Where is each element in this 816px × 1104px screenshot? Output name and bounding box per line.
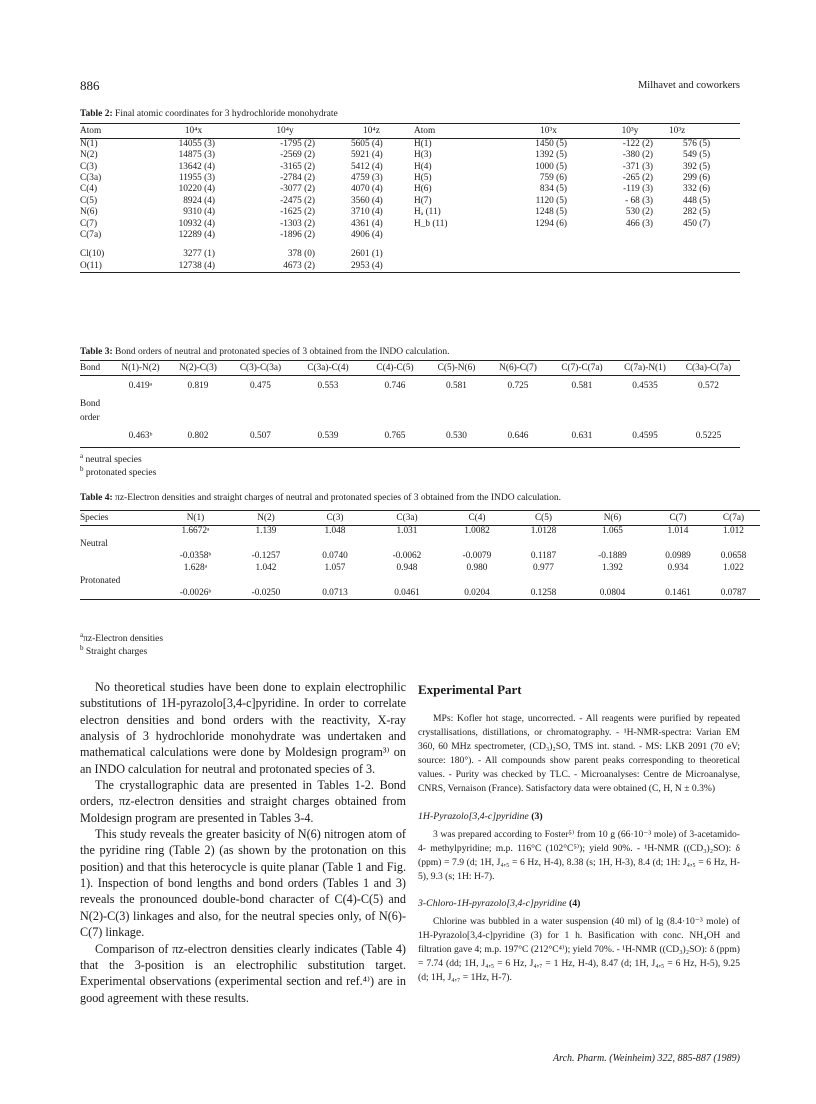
- table-cell: 0.934: [667, 562, 689, 573]
- table3-column-header: N(6)-C(7): [485, 361, 551, 376]
- table-cell: 10220 (4): [178, 184, 215, 195]
- table-cell: [80, 526, 158, 538]
- table4-footnote-b-text: Straight charges: [85, 647, 148, 658]
- table-cell: 448 (5): [683, 195, 711, 206]
- table2: [80, 123, 740, 273]
- table-cell: 1.042: [255, 562, 277, 573]
- table-cell: 0.1187: [530, 551, 557, 562]
- table-row: [80, 376, 740, 398]
- table-cell: C(3a): [80, 172, 102, 183]
- table-cell: 0.1258: [511, 588, 576, 600]
- compound4-text: Chlorine was bubbled in a water suspension (40 ml) of lg (8.4·10⁻³ mole) of 1H-Pyrazolo[3,4-c]pyridine (3) for 1 h. Basification with conc. NH₄OH and filtration gave 4; m.p. 197°C (212°C⁴⁾); yield 70%. - ¹H-NMR ((CD₃)₂SO): δ (ppm) = 7.74 (dd; 1H, J₄,₅ = 6 Hz, J₄,₇ = 1 Hz, H-4), 8.47 (d; 1H, J₄,₅ = 6 Hz, H-5), 9.25 (d; 1H, J₄,₇ = 1Hz, H-7).: [418, 915, 740, 984]
- table-cell: [591, 230, 669, 241]
- table-cell: 1.392: [602, 562, 623, 573]
- table2-column-header: 10³z: [669, 124, 740, 139]
- table-cell: 0.581: [446, 381, 467, 392]
- table4-column-header: C(7): [649, 511, 707, 526]
- table3-footnote-a-text: neutral species: [85, 455, 142, 466]
- table4-footnote-a: $^a$πz-Electron densities: [80, 631, 164, 645]
- table-cell: 0.419ᵃ: [128, 381, 153, 392]
- table-cell: 0.725: [507, 381, 529, 392]
- table-cell: 0.980: [466, 562, 488, 573]
- table-cell: 392 (5): [683, 161, 711, 172]
- table2-column-header: Atom: [414, 124, 506, 139]
- table-cell: 9310 (4): [183, 207, 215, 218]
- table3-footnote-b: $^b$ protonated species: [80, 465, 157, 479]
- table3-footnote-b-text: protonated species: [85, 468, 157, 479]
- row-label: Neutral: [80, 538, 108, 549]
- table-row: [80, 161, 740, 172]
- table-row: [80, 426, 740, 448]
- table-cell: 11955 (3): [178, 172, 215, 183]
- table-cell: [506, 230, 591, 241]
- row-label: order: [80, 413, 100, 423]
- table-cell: 2601 (1): [351, 249, 383, 260]
- table-cell: 5921 (4): [351, 150, 383, 161]
- table4: [80, 510, 760, 600]
- table3-label: Table 3:: [80, 347, 113, 357]
- table-cell: 1248 (5): [535, 207, 567, 218]
- table-cell: 1000 (5): [535, 161, 567, 172]
- table-cell: 0.646: [485, 426, 551, 448]
- table-cell: 2953 (4): [329, 261, 414, 273]
- table-cell: 0.475: [250, 381, 271, 392]
- table-cell: 466 (3): [625, 218, 653, 229]
- table3-column-header: C(7)-C(7a): [551, 361, 613, 376]
- table-cell: N(6): [80, 207, 98, 218]
- table-cell: 0.507: [227, 426, 294, 448]
- table4-column-header: C(3): [299, 511, 371, 526]
- table-cell: [80, 551, 158, 563]
- experimental-title: Experimental Part: [418, 682, 522, 697]
- table-row: [80, 398, 740, 412]
- table-row: [80, 588, 760, 600]
- compound3-title: 1H-Pyrazolo[3,4-c]pyridine: [418, 810, 529, 822]
- table3-caption-text: Bond orders of neutral and protonated species of 3 obtained from the INDO calculation.: [115, 347, 450, 357]
- table-cell: -2784 (2): [280, 172, 315, 183]
- table-cell: -122 (2): [622, 139, 653, 149]
- table-cell: C(7): [80, 218, 98, 229]
- table-cell: [80, 563, 158, 575]
- compound4-title: 3-Chloro-1H-pyrazolo[3,4-c]pyridine: [418, 897, 567, 909]
- table-cell: 1.0082: [464, 526, 490, 536]
- table-cell: 0.463ᵇ: [112, 426, 169, 448]
- table-cell: -1625 (2): [280, 207, 315, 218]
- table-cell: 10932 (4): [178, 218, 215, 229]
- table-cell: [669, 230, 740, 241]
- table3-column-header: C(4)-C(5): [362, 361, 428, 376]
- table-cell: 13642 (4): [178, 161, 215, 172]
- table4-label: Table 4:: [80, 493, 113, 503]
- body-paragraph-4: Comparison of πz-electron densities clearly indicates (Table 4) that the 3-position is an electrophilic substitution target. Experimental observations (experimental section and ref.⁴⁾) are in good agreement with these results.: [80, 941, 406, 1005]
- table-cell: -0.1889: [598, 551, 627, 562]
- table-row: [80, 150, 740, 161]
- table-cell: 759 (6): [539, 172, 567, 183]
- table-cell: -0.0079: [462, 551, 492, 562]
- table-cell: C(3): [80, 161, 98, 172]
- table-cell: 4361 (4): [351, 218, 383, 229]
- page-number: 886: [80, 78, 100, 93]
- table-cell: [80, 588, 158, 600]
- table4-header-row: [80, 511, 760, 526]
- table-cell: 282 (5): [683, 207, 711, 218]
- table4-footnote-b: $^b$ Straight charges: [80, 644, 148, 658]
- table-cell: Hₐ (11): [414, 207, 441, 218]
- table-cell: 576 (5): [683, 139, 711, 149]
- table-row: [80, 184, 740, 195]
- table-cell: [669, 261, 740, 273]
- table-cell: 1.628ᵃ: [183, 562, 208, 573]
- compound3-text: 3 was prepared according to Foster⁵⁾ from 10 g (66·10⁻³ mole) of 3-acetamido-4- methylpyridine; m.p. 116°C (102°C⁵⁾); yield 90%. - ¹H-NMR ((CD₃)₂SO): δ (ppm) = 7.9 (d; 1H, J₄,₅ = 6 Hz, H-4), 8.38 (s; 1H, H-3), 8.4 (d; 1H: J₄,₅ = 6 Hz, H-5), 9.3 (s; 1H: H-7).: [418, 828, 740, 882]
- table-cell: 530 (2): [625, 207, 653, 218]
- table-cell: 5412 (4): [351, 161, 383, 172]
- table-cell: 1.048: [324, 526, 346, 536]
- table-row: [80, 196, 740, 207]
- table2-caption: [80, 109, 338, 119]
- table-cell: -3165 (2): [280, 161, 315, 172]
- table4-caption-text: πz-Electron densities and straight charges of neutral and protonated species of 3 obtained from the INDO calculation.: [115, 493, 561, 503]
- table2-column-header: 10³x: [506, 124, 591, 139]
- table3-column-header: C(3a)-C(7a): [677, 361, 740, 376]
- table-cell: -0.0062: [392, 551, 422, 562]
- table3-column-header: C(5)-N(6): [428, 361, 485, 376]
- compound3-heading: [418, 811, 740, 822]
- table-cell: -1896 (2): [280, 229, 315, 240]
- table-row: [80, 207, 740, 218]
- table-cell: -0.0358ᵇ: [179, 551, 212, 562]
- table-cell: H(6): [414, 184, 432, 195]
- table-cell: [414, 230, 506, 241]
- table-cell: 0.819: [187, 381, 209, 392]
- table-row: [80, 139, 740, 151]
- table-cell: 4759 (3): [351, 172, 383, 183]
- table-row: [80, 526, 760, 538]
- table-row: [80, 173, 740, 184]
- body-paragraph-2: The crystallographic data are presented in Tables 1-2. Bond orders, πz-electron densities and straight charges obtained from Moldesign program are presented in Tables 3-4.: [80, 778, 406, 825]
- body-text-left: [80, 679, 406, 1006]
- table-cell: 0.572: [698, 381, 719, 392]
- table-cell: 0.553: [317, 381, 339, 392]
- table-row: [80, 574, 760, 588]
- table-row: [80, 551, 760, 563]
- table-cell: -1795 (2): [280, 139, 315, 149]
- compound4-heading: [418, 898, 740, 909]
- table2-label: Table 2:: [80, 109, 113, 119]
- table-cell: 0.530: [428, 426, 485, 448]
- table-cell: 1.0128: [530, 526, 557, 536]
- table-cell: -2475 (2): [280, 195, 315, 206]
- table-cell: -119 (3): [623, 184, 653, 195]
- table-cell: -0.0026ᵇ: [158, 588, 233, 600]
- table-cell: - 68 (3): [625, 195, 653, 206]
- table-cell: 834 (5): [539, 184, 567, 195]
- table-cell: C(4): [80, 184, 98, 195]
- table4-column-header: N(6): [576, 511, 649, 526]
- table-cell: 0.0804: [576, 588, 649, 600]
- table-cell: 1294 (6): [535, 218, 567, 229]
- table-cell: [591, 249, 669, 260]
- table-cell: -1303 (2): [280, 218, 315, 229]
- table-cell: H_b (11): [414, 218, 448, 229]
- table3-column-header: Bond: [80, 361, 112, 376]
- table-cell: 12738 (4): [146, 261, 241, 273]
- table-cell: 5605 (4): [351, 139, 383, 149]
- table-cell: 0.4595: [613, 426, 677, 448]
- table-cell: 1120 (5): [535, 195, 567, 206]
- compound4-number: (4): [568, 897, 581, 909]
- row-label: Protonated: [80, 575, 121, 586]
- table-cell: 4673 (2): [241, 261, 329, 273]
- table-cell: 0.0740: [322, 551, 348, 562]
- table-cell: N(1): [80, 139, 98, 149]
- table-cell: 1.6672ᵃ: [181, 526, 210, 536]
- table-cell: C(7a): [80, 229, 102, 240]
- table-cell: 0.0989: [665, 551, 691, 562]
- table-cell: H(5): [414, 172, 432, 183]
- table-row: [80, 230, 740, 241]
- table-cell: [414, 249, 506, 260]
- table2-column-header: 10³y: [591, 124, 669, 139]
- table-cell: 3277 (1): [183, 249, 215, 260]
- table-cell: [506, 261, 591, 273]
- table4-footnote-a-text: πz-Electron densities: [83, 634, 164, 645]
- table-cell: -265 (2): [622, 172, 653, 183]
- table4-column-header: N(2): [233, 511, 299, 526]
- table-cell: 299 (6): [683, 172, 711, 183]
- table3-column-header: C(3)-C(3a): [227, 361, 294, 376]
- table-cell: 0.5225: [677, 426, 740, 448]
- page-header: [80, 78, 740, 94]
- table3-column-header: N(2)-C(3): [169, 361, 227, 376]
- table-cell: 1.139: [255, 526, 277, 536]
- table-cell: 4906 (4): [351, 229, 383, 240]
- table3-column-header: N(1)-N(2): [112, 361, 169, 376]
- table-cell: 0.581: [571, 381, 593, 392]
- table-cell: 1.014: [667, 526, 689, 536]
- table-cell: 1.065: [602, 526, 623, 536]
- table-cell: 549 (5): [683, 150, 711, 161]
- table-cell: 0.0787: [707, 588, 760, 600]
- row-label: Bond: [80, 399, 101, 409]
- table-cell: 0.948: [396, 562, 418, 573]
- table4-column-header: C(5): [511, 511, 576, 526]
- table-cell: Cl(10): [80, 249, 105, 260]
- table4-caption: [80, 493, 561, 503]
- table-row: [80, 249, 740, 260]
- table-cell: [80, 376, 112, 398]
- table-cell: 0.4535: [632, 381, 658, 392]
- table3-column-header: C(7a)-N(1): [613, 361, 677, 376]
- table-cell: O(11): [80, 261, 146, 273]
- compound3-number: (3): [531, 810, 543, 822]
- footer-citation: Arch. Pharm. (Weinheim) 322, 885-887 (1989): [552, 1053, 740, 1064]
- table-cell: -3077 (2): [280, 184, 315, 195]
- table-cell: 0.0461: [371, 588, 443, 600]
- table-row: [80, 563, 760, 575]
- table3-footnote-a: $^a$ neutral species: [80, 452, 142, 466]
- table-cell: -0.0250: [233, 588, 299, 600]
- table2-column-header: 10⁴x: [146, 124, 241, 139]
- table4-column-header: C(4): [443, 511, 511, 526]
- table2-header-row: [80, 124, 740, 139]
- table-cell: 0.539: [294, 426, 362, 448]
- table-row: [80, 537, 760, 551]
- table2-caption-text: Final atomic coordinates for 3 hydrochloride monohydrate: [115, 109, 338, 119]
- table-cell: N(2): [80, 150, 98, 161]
- table-cell: 3710 (4): [351, 207, 383, 218]
- table-cell: 0.0713: [299, 588, 371, 600]
- table-cell: 450 (7): [683, 218, 711, 229]
- table2-column-header: 10⁴z: [329, 124, 414, 139]
- table3-header-row: [80, 361, 740, 376]
- table-cell: 14875 (3): [178, 150, 215, 161]
- table-cell: 0.802: [169, 426, 227, 448]
- table2-column-header: Atom: [80, 124, 146, 139]
- table-gap-row: [80, 241, 740, 249]
- table-row: [80, 412, 740, 426]
- table-cell: 1.012: [723, 526, 744, 536]
- body-paragraph-1: No theoretical studies have been done to explain electrophilic substitutions of 1H-pyrazolo[3,4-c]pyridine. In order to correlate electron densities and bond orders with the reactivity, X-ray analysis of 3 hydrochloride monohydrate was undertaken and mathematical calculations were done by Moldesign program³⁾ on an INDO calculation for neutral and protonated species of 3.: [80, 680, 406, 776]
- table-cell: -2569 (2): [280, 150, 315, 161]
- experimental-section: [418, 682, 740, 985]
- table3: [80, 360, 740, 448]
- table-cell: 1.022: [723, 562, 744, 573]
- table-cell: 0.746: [384, 381, 406, 392]
- table-cell: H(3): [414, 150, 432, 161]
- table-cell: H(7): [414, 195, 432, 206]
- table-cell: [80, 426, 112, 448]
- table-cell: -0.1257: [251, 551, 281, 562]
- table-cell: 3560 (4): [351, 195, 383, 206]
- table3-column-header: C(3a)-C(4): [294, 361, 362, 376]
- table-cell: H(1): [414, 139, 432, 149]
- table-cell: 8924 (4): [183, 195, 215, 206]
- table4-column-header: Species: [80, 511, 158, 526]
- table4-column-header: C(3a): [371, 511, 443, 526]
- table-cell: 378 (0): [287, 249, 315, 260]
- experimental-intro: MPs: Kofler hot stage, uncorrected. - All reagents were purified by repeated crystallisations, distillations, or chromatography. - ¹H-NMR-spectra: Varian EM 360, 60 MHz spectrometer, (CD₃)₂SO, TMS int. stand. - MS: LKB 2091 (70 eV; source: 180°). - All compounds show parent peaks corresponding to theoretical values. - Purity was checked by TLC. - Microanalyses: Centre de Microanalyse, CNRS, Vernaison (France). Satisfactory data were obtained (C, H, N ± 0.3%): [418, 713, 740, 795]
- table-cell: 1392 (5): [535, 150, 567, 161]
- table-cell: 1450 (5): [535, 139, 567, 149]
- table-cell: [414, 261, 506, 273]
- table-cell: 0.765: [362, 426, 428, 448]
- table-cell: 1.031: [396, 526, 418, 536]
- table-cell: 0.977: [533, 562, 554, 573]
- table4-column-header: C(7a): [707, 511, 760, 526]
- table-cell: 0.1461: [649, 588, 707, 600]
- table-cell: C(5): [80, 195, 98, 206]
- table-cell: 12289 (4): [178, 229, 215, 240]
- table3-caption: [80, 347, 450, 357]
- table-cell: 0.0658: [720, 551, 747, 562]
- table2-column-header: 10⁴y: [241, 124, 329, 139]
- table-cell: 14055 (3): [178, 139, 215, 149]
- table-row: [80, 261, 740, 273]
- table-cell: H(4): [414, 161, 432, 172]
- table-cell: -380 (2): [622, 150, 653, 161]
- table-cell: -371 (3): [622, 161, 653, 172]
- table-cell: [506, 249, 591, 260]
- body-paragraph-3: This study reveals the greater basicity of N(6) nitrogen atom of the pyridine ring (Table 2) (as shown by the protonation on this position) and that this heterocycle is quite planar (Table 1 and Fig. 1). Inspection of bond lengths and bond orders (Tables 1 and 3) reveals the pronounced double-bond character of C(4)-C(5) and N(2)-C(3) linkages and also, for the neutral species only, of N(6)-C(7) linkage.: [80, 827, 406, 940]
- table-cell: [669, 249, 740, 260]
- table4-column-header: N(1): [158, 511, 233, 526]
- table-cell: [591, 261, 669, 273]
- table-row: [80, 218, 740, 229]
- table-cell: 1.057: [324, 562, 346, 573]
- table-cell: 0.631: [551, 426, 613, 448]
- running-head: Milhavet and coworkers: [637, 80, 740, 91]
- table-cell: 332 (6): [683, 184, 711, 195]
- table-cell: 0.0204: [443, 588, 511, 600]
- table-cell: 4070 (4): [351, 184, 383, 195]
